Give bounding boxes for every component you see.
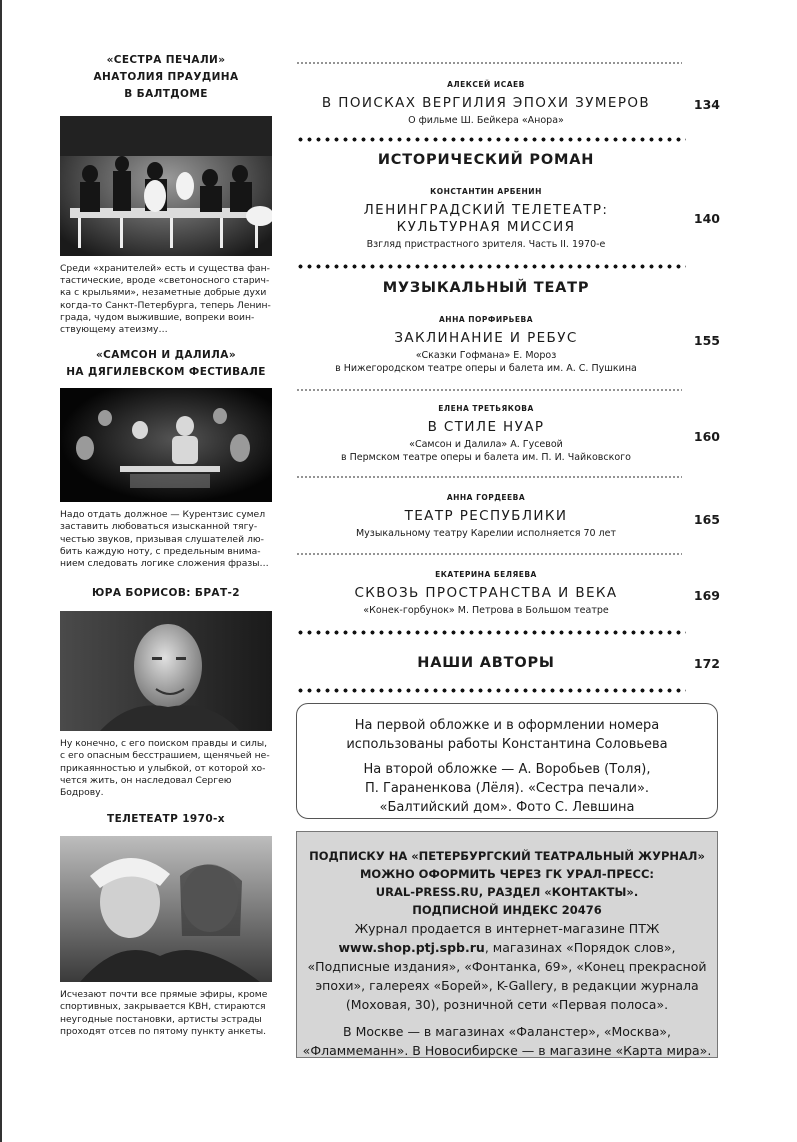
sidebar-title: «СЕСТРА ПЕЧАЛИ» АНАТОЛИЯ ПРАУДИНА В БАЛТДОМЕ bbox=[93, 54, 239, 100]
separator-dotted-bold bbox=[296, 688, 686, 693]
sidebar-title: «САМСОН И ДАЛИЛА» НА ДЯГИЛЕВСКОМ ФЕСТИВАЛЕ bbox=[66, 349, 266, 379]
entry-page-number: 134 bbox=[693, 97, 720, 112]
entry-author: КОНСТАНТИН АРБЕНИН bbox=[430, 187, 542, 196]
ural-press-link[interactable]: URAL-PRESS.RU, РАЗДЕЛ «КОНТАКТЫ». bbox=[375, 885, 639, 899]
page-edge bbox=[0, 0, 2, 1142]
toc-entry[interactable] bbox=[296, 493, 676, 541]
entry-author: ЕКАТЕРИНА БЕЛЯЕВА bbox=[435, 570, 537, 579]
section-heading: ИСТОРИЧЕСКИЙ РОМАН bbox=[377, 152, 595, 168]
sidebar-caption: Среди «хранителей» есть и существа фан- тастические, вроде «светоносного старич- ка с крыльями», незаметные добрые духи когда-то Санкт-Петербурга, теперь Ленин- града, чудом выжившие, вопреки воин- ствующему атеизму… bbox=[60, 263, 271, 336]
separator-dotted bbox=[296, 389, 682, 391]
entry-title: ЛЕНИНГРАДСКИЙ ТЕЛЕТЕАТР: КУЛЬТУРНАЯ МИССИЯ bbox=[363, 202, 609, 235]
entry-title: В СТИЛЕ НУАР bbox=[427, 419, 545, 435]
separator-dotted bbox=[296, 62, 682, 64]
entry-author: АЛЕКСЕЙ ИСАЕВ bbox=[447, 80, 525, 89]
shop-link[interactable]: www.shop.ptj.spb.ru bbox=[338, 940, 485, 955]
entry-title: В ПОИСКАХ ВЕРГИЛИЯ ЭПОХИ ЗУМЕРОВ bbox=[321, 95, 651, 111]
sidebar-caption: Надо отдать должное — Курентзис сумел заставить любоваться изысканной тягу- честью звуков, призывая слушателей лю- бить каждую ноту, с предельным внима- нием следовать логике сложения фразы… bbox=[60, 509, 269, 570]
separator-dotted bbox=[296, 476, 682, 478]
entry-title: ТЕАТР РЕСПУБЛИКИ bbox=[404, 508, 568, 524]
sidebar-caption: Ну конечно, с его поиском правды и силы, с его опасным бесстрашием, щенячьей не- прикаянностью и улыбкой, от которой хо- чется жить, он наследовал Сергею Бодрову. bbox=[60, 738, 270, 799]
sidebar-caption: Исчезают почти все прямые эфиры, кроме спортивных, закрывается КВН, стираются неугодные постановки, артисты эстрады проходят отсев по пятому пункту анкеты. bbox=[60, 989, 268, 1037]
entry-subtitle: О фильме Ш. Бейкера «Анора» bbox=[408, 115, 564, 126]
entry-title: ЗАКЛИНАНИЕ И РЕБУС bbox=[394, 330, 578, 346]
section-heading: МУЗЫКАЛЬНЫЙ ТЕАТР bbox=[382, 280, 590, 296]
toc-entry[interactable] bbox=[296, 570, 676, 618]
photo-sister-of-sorrow bbox=[60, 116, 272, 256]
subscription-box: ПОДПИСКУ НА «ПЕТЕРБУРГСКИЙ ТЕАТРАЛЬНЫЙ ЖУРНАЛ» МОЖНО ОФОРМИТЬ ЧЕРЕЗ ГК УРАЛ-ПРЕСС: URAL-PRESS.RU, РАЗДЕЛ «КОНТАКТЫ». ПОДПИСНОЙ ИНДЕКС 20476 Журнал продается в интернет-магазине ПТЖ www.shop.ptj.spb.ru, магазинах «Порядок слов», «Подписные издания», «Фонтанка, 69», «Конец прекрасной эпохи», галереях «Борей», K-Gallery, в редакции журнала (Моховая, 30), розничной сети «Первая полоса». В Москве — в магазинах «Фаланстер», «Москва», «Фламмеманн». В Новосибирске — в магазине «Карта мира». bbox=[296, 831, 718, 1058]
section-heading[interactable]: НАШИ АВТОРЫ bbox=[417, 655, 555, 671]
sidebar bbox=[60, 52, 272, 1038]
entry-page-number: 155 bbox=[693, 333, 720, 348]
entry-subtitle: Взгляд пристрастного зрителя. Часть II. 1970-е bbox=[366, 239, 606, 250]
entry-author: ЕЛЕНА ТРЕТЬЯКОВА bbox=[438, 404, 534, 413]
entry-page-number: 172 bbox=[693, 656, 720, 671]
entry-author: АННА ГОРДЕЕВА bbox=[446, 493, 526, 502]
photo-samson-dalila bbox=[60, 388, 272, 502]
toc-entry[interactable] bbox=[296, 187, 676, 252]
separator-dotted bbox=[296, 553, 682, 555]
toc-entry[interactable] bbox=[296, 80, 676, 128]
entry-subtitle: «Конек-горбунок» М. Петрова в Большом театре bbox=[363, 605, 609, 616]
sidebar-title: ТЕЛЕТЕАТР 1970-х bbox=[107, 813, 225, 826]
entry-subtitle: «Сказки Гофмана» Е. Мороз в Нижегородском театре оперы и балета им. А. С. Пушкина bbox=[335, 350, 637, 374]
photo-yura-borisov bbox=[60, 611, 272, 731]
separator-dotted-bold bbox=[296, 137, 686, 142]
entry-title: СКВОЗЬ ПРОСТРАНСТВА И ВЕКА bbox=[354, 585, 618, 601]
separator-dotted-bold bbox=[296, 264, 686, 269]
separator-dotted-bold bbox=[296, 630, 686, 635]
entry-page-number: 140 bbox=[693, 211, 720, 226]
entry-author: АННА ПОРФИРЬЕВА bbox=[439, 315, 533, 324]
entry-page-number: 169 bbox=[693, 588, 720, 603]
entry-subtitle: Музыкальному театру Карелии исполняется 70 лет bbox=[355, 528, 617, 539]
entry-page-number: 165 bbox=[693, 512, 720, 527]
sidebar-title: ЮРА БОРИСОВ: БРАТ-2 bbox=[92, 587, 240, 600]
entry-page-number: 160 bbox=[693, 429, 720, 444]
photo-teletheatre-1970s bbox=[60, 836, 272, 982]
entry-subtitle: «Самсон и Далила» А. Гусевой в Пермском театре оперы и балета им. П. И. Чайковского bbox=[341, 439, 631, 463]
toc-entry[interactable] bbox=[296, 404, 676, 464]
toc-entry[interactable] bbox=[296, 315, 676, 375]
cover-info-box: На первой обложке и в оформлении номера использованы работы Константина Соловьева На второй обложке — А. Воробьев (Толя), П. Гараненкова (Лёля). «Сестра печали». «Балтийский дом». Фото С. Левшина bbox=[296, 703, 718, 819]
